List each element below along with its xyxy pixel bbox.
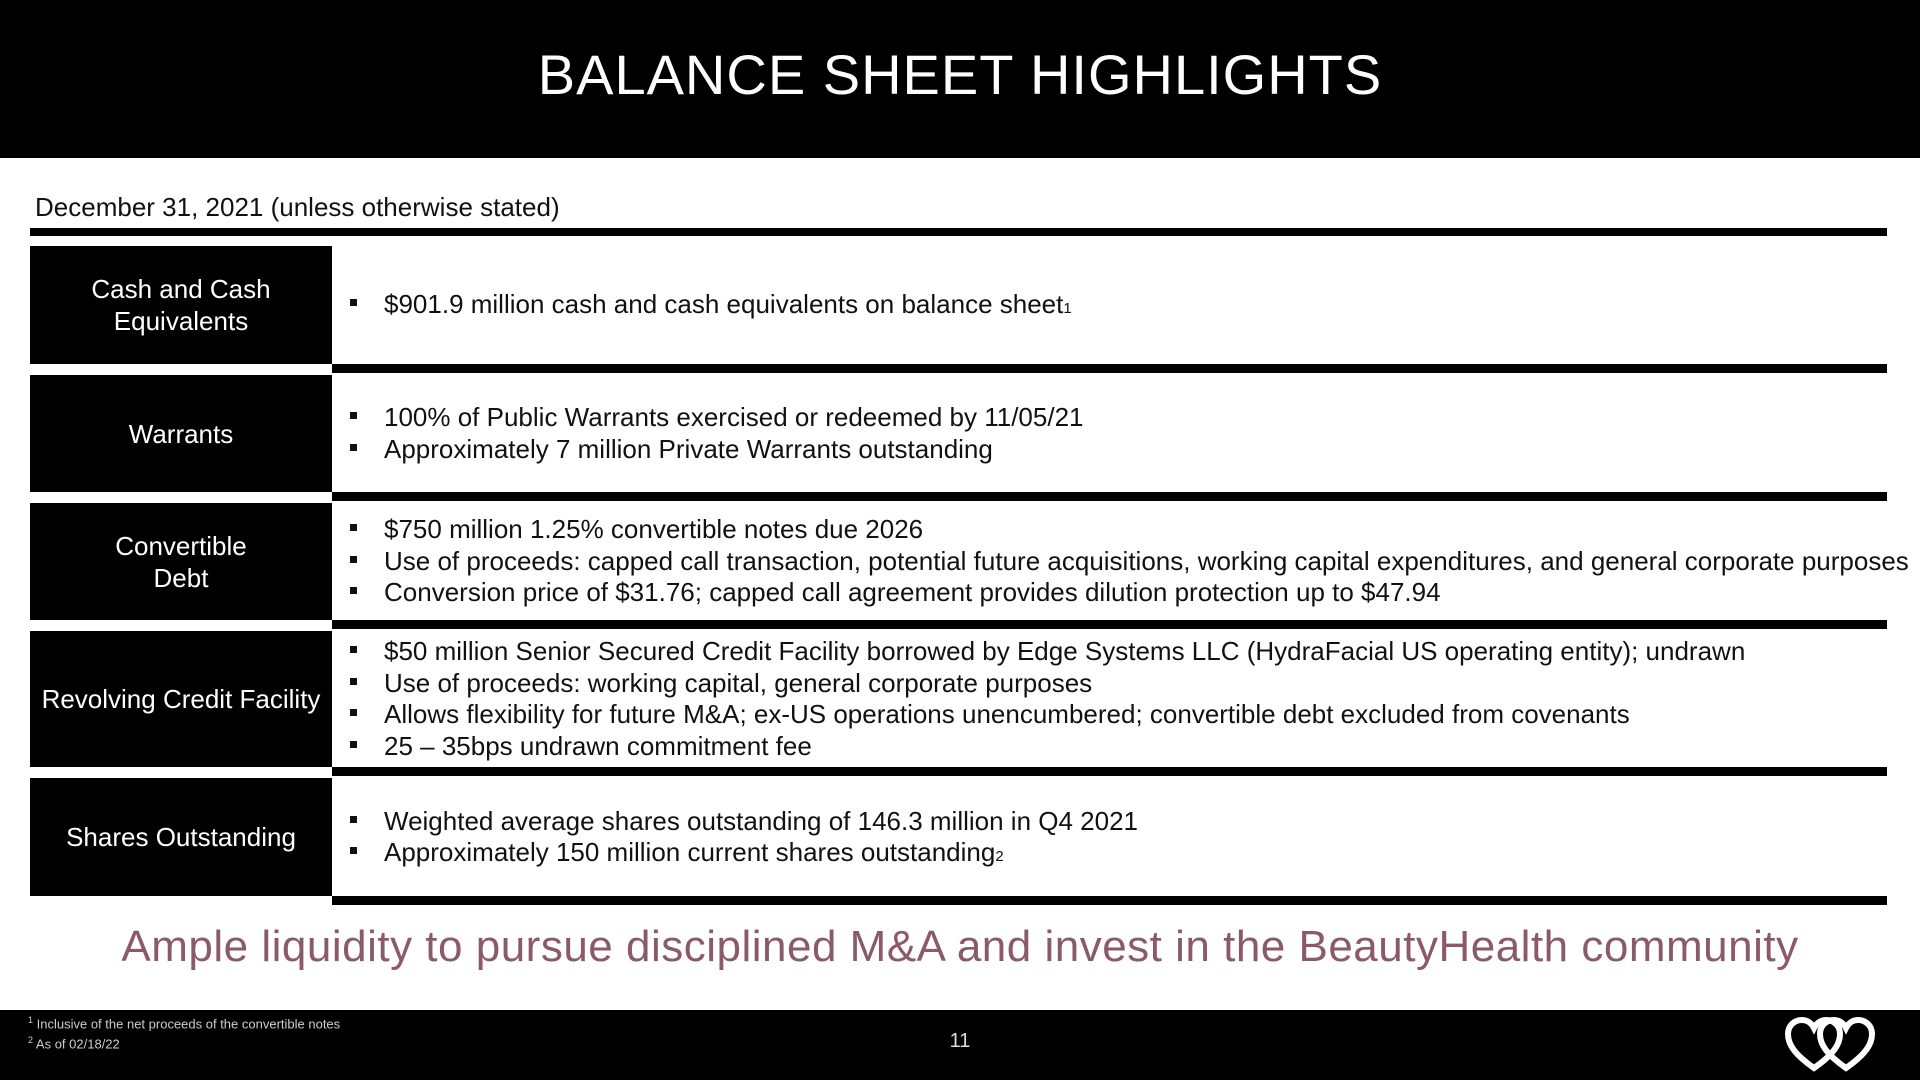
bullet-marker (350, 444, 357, 451)
double-heart-logo-icon (1784, 1016, 1876, 1076)
top-divider (30, 228, 1887, 236)
row-label: Convertible Debt (115, 530, 247, 593)
tagline: Ample liquidity to pursue disciplined M&A and invest in the BeautyHealth community (121, 922, 1799, 971)
row-label: Shares Outstanding (66, 822, 296, 852)
bullet-marker (350, 816, 357, 823)
row-divider (332, 492, 1887, 501)
bullet-marker (350, 556, 357, 563)
bullet-marker (350, 587, 357, 594)
bullet-text: Use of proceeds: capped call transaction, potential future acquisitions, working capital expenditures, and general corporate purposes (384, 545, 1909, 576)
row-divider (332, 620, 1887, 629)
row-content (332, 375, 1887, 492)
row-label: Cash and Cash Equivalents (91, 274, 271, 336)
bullet-item (350, 434, 1887, 466)
bullet-item (350, 668, 1887, 700)
bullet-text: Approximately 7 million Private Warrants outstanding (384, 433, 993, 464)
bullet-text: 25 – 35bps undrawn commitment fee (384, 730, 812, 761)
bullet-item (350, 514, 1887, 546)
date-subtitle: December 31, 2021 (unless otherwise stated) (35, 192, 560, 222)
footnote-number: 1 (28, 1015, 34, 1025)
row-content (332, 631, 1887, 767)
table-row-cash (30, 246, 1887, 364)
page-number: 11 (949, 1030, 971, 1052)
page-title: BALANCE SHEET HIGHLIGHTS (537, 42, 1383, 106)
bullet-text: $50 million Senior Secured Credit Facility borrowed by Edge Systems LLC (HydraFacial US operating entity); undrawn (384, 636, 1746, 666)
bullet-text: Conversion price of $31.76; capped call agreement provides dilution protection up to $47.94 (384, 577, 1441, 608)
row-label-cell (30, 503, 332, 620)
bullet-text: Use of proceeds: working capital, general corporate purposes (384, 667, 1093, 698)
bullet-marker (350, 709, 357, 716)
row-content (332, 503, 1909, 620)
bullet-text: 100% of Public Warrants exercised or redeemed by 11/05/21 (384, 402, 1084, 432)
bullet-item (350, 545, 1909, 578)
row-label-cell (30, 778, 332, 896)
row-label-cell (30, 375, 332, 492)
bullet-marker (350, 741, 357, 748)
bullet-text: $750 million 1.25% convertible notes due 2026 (384, 514, 924, 545)
footnote-text: Inclusive of the net proceeds of the convertible notes (36, 1016, 341, 1032)
bullet-marker (350, 524, 357, 531)
row-label: Warrants (128, 418, 234, 449)
bullet-item (350, 699, 1887, 731)
bullet-marker (350, 847, 357, 854)
bullet-item (350, 731, 1887, 763)
table-row-convertible-debt (30, 503, 1909, 620)
bullet-text: Allows flexibility for future M&A; ex-US operations unencumbered; convertible debt excluded from covenants (384, 699, 1630, 729)
bullet-text: $901.9 million cash and cash equivalents on balance sheet (384, 289, 1064, 320)
row-content (332, 246, 1887, 364)
bullet-text: Weighted average shares outstanding of 146.3 million in Q4 2021 (384, 805, 1139, 836)
footnote-text: As of 02/18/22 (35, 1036, 120, 1052)
bullet-marker (350, 412, 357, 419)
bullet-marker (350, 299, 357, 306)
bullet-item (350, 806, 1887, 838)
row-content (332, 778, 1887, 896)
bullet-marker (350, 646, 357, 653)
row-divider (332, 364, 1887, 373)
bullet-text: Approximately 150 million current shares outstanding (384, 837, 996, 867)
row-label-cell (30, 631, 332, 767)
bullet-item: $901.9 million cash and cash equivalents on balance sheet 1 (350, 289, 1887, 321)
bullet-item (350, 636, 1887, 668)
footnote-number: 2 (28, 1035, 34, 1046)
row-label: Revolving Credit Facility (41, 684, 321, 714)
row-divider (332, 767, 1887, 776)
table-row-warrants (30, 375, 1887, 492)
table-row-revolving-credit (30, 631, 1887, 767)
row-label-cell (30, 246, 332, 364)
footer-bar (0, 1010, 1920, 1080)
header-bar (0, 0, 1920, 158)
bottom-divider (332, 896, 1887, 905)
bullet-item (350, 402, 1887, 434)
bullet-item: Approximately 150 million current shares outstanding 2 (350, 837, 1887, 869)
table-row-shares (30, 778, 1887, 896)
bullet-item (350, 577, 1887, 609)
bullet-marker (350, 678, 357, 685)
